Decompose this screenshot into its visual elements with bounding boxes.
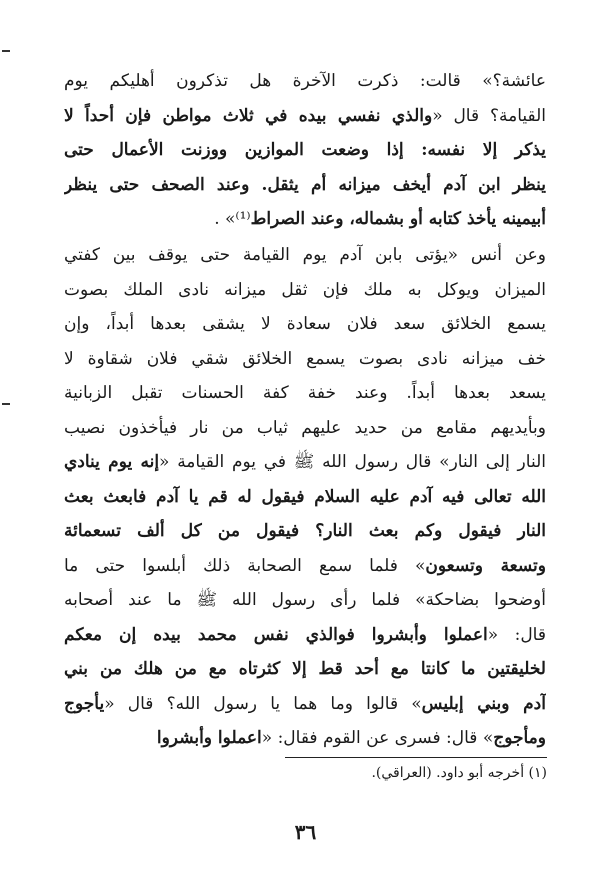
margin-mark [2, 50, 10, 52]
narrative-text: أوضحوا بضاحكة» فلما رأى رسول الله ﷺ ما عند أصحابه [64, 590, 546, 610]
quoted-text: لخليقتين ما كانتا مع أحد قط إلا كثرتاه مع من هلك من بني [64, 659, 546, 679]
text-line [64, 99, 546, 134]
text-line [64, 238, 546, 273]
narrative-text: ⁽¹⁾» . [214, 209, 251, 229]
text-line [64, 583, 546, 618]
margin-mark [2, 403, 10, 405]
narrative-text: يسعد بعدها أبداً. وعند خفة كفة الحسنات تقبل الزبانية [64, 383, 546, 403]
text-line [64, 721, 546, 756]
narrative-text: وبأيديهم مقامع من حديد عليهم ثياب من نار فيأخذون نصيب [64, 417, 546, 438]
text-line [64, 445, 546, 480]
paragraph-1 [64, 64, 546, 237]
text-line [64, 64, 546, 99]
quoted-text: وتسعة وتسعون [425, 555, 546, 576]
footnote: (١) أخرجه أبو داود. (العراقي). [371, 765, 547, 781]
narrative-text: عائشة؟» قالت: ذكرت الآخرة هل تذكرون أهليكم يوم [64, 71, 546, 91]
quoted-text: أبيمينه يأخذ كتابه أو بشماله، وعند الصراط [250, 209, 546, 229]
quoted-text: اعملوا وأبشروا فوالذي نفس محمد بيده إن معكم [64, 624, 488, 645]
text-line [64, 376, 546, 411]
narrative-text: يسمع الخلائق سعد فلان سعادة لا يشقى بعدها أبداً، وإن [64, 314, 546, 334]
footnote-separator [285, 757, 547, 758]
text-line [64, 202, 546, 237]
text-line [64, 514, 546, 549]
text-line [64, 480, 546, 515]
narrative-text: » قالوا وما هما يا رسول الله؟ قال « [104, 693, 422, 714]
text-line [64, 273, 546, 308]
text-line [64, 652, 546, 687]
quoted-text: ينظر ابن آدم أيخف ميزانه أم يثقل. وعند الصحف حتى ينظر [64, 174, 546, 195]
quoted-text: اعملوا وأبشروا [156, 728, 262, 748]
quoted-text: آدم وبني إبليس [421, 693, 546, 714]
quoted-text: الله تعالى فيه آدم عليه السلام فيقول له قم يا آدم فابعث بعث [64, 486, 546, 507]
quoted-text: النار فيقول وكم بعث النار؟ فيقول من كل ألف تسعمائة [64, 521, 546, 541]
narrative-text: » فلما سمع الصحابة ذلك أبلسوا حتى ما [64, 555, 426, 576]
quoted-text: ومأجوج [493, 728, 546, 748]
text-line [64, 307, 546, 342]
text-line [64, 168, 546, 203]
narrative-text: قال: « [487, 624, 546, 645]
narrative-text: وعن أنس «يؤتى بابن آدم يوم القيامة حتى يوقف بين كفتي [64, 245, 546, 265]
text-line [64, 618, 546, 653]
page-number: ٣٦ [294, 820, 317, 844]
narrative-text: » قال: فسرى عن القوم فقال: « [261, 728, 494, 748]
text-line [64, 687, 546, 722]
quoted-text: إنه يوم ينادي [64, 452, 160, 472]
quoted-text: يذكر إلا نفسه: إذا وضعت الموازين ووزنت الأعمال حتى [64, 140, 546, 160]
text-line [64, 549, 546, 584]
text-line [64, 133, 546, 168]
quoted-text: يأجوج [64, 693, 105, 714]
narrative-text: القيامة؟ قال « [432, 105, 546, 126]
narrative-text: خف ميزانه نادى بصوت يسمع الخلائق شقي فلان شقاوة لا [64, 348, 546, 369]
paragraph-2 [64, 238, 546, 756]
narrative-text: الميزان ويوكل به ملك فإن ثقل ميزانه نادى الملك بصوت [64, 279, 546, 300]
text-line [64, 342, 546, 377]
narrative-text: النار إلى النار» قال رسول الله ﷺ في يوم القيامة « [159, 452, 546, 472]
quoted-text: والذي نفسي بيده في ثلاث مواطن فإن أحداً لا [64, 105, 433, 126]
text-line [64, 411, 546, 446]
